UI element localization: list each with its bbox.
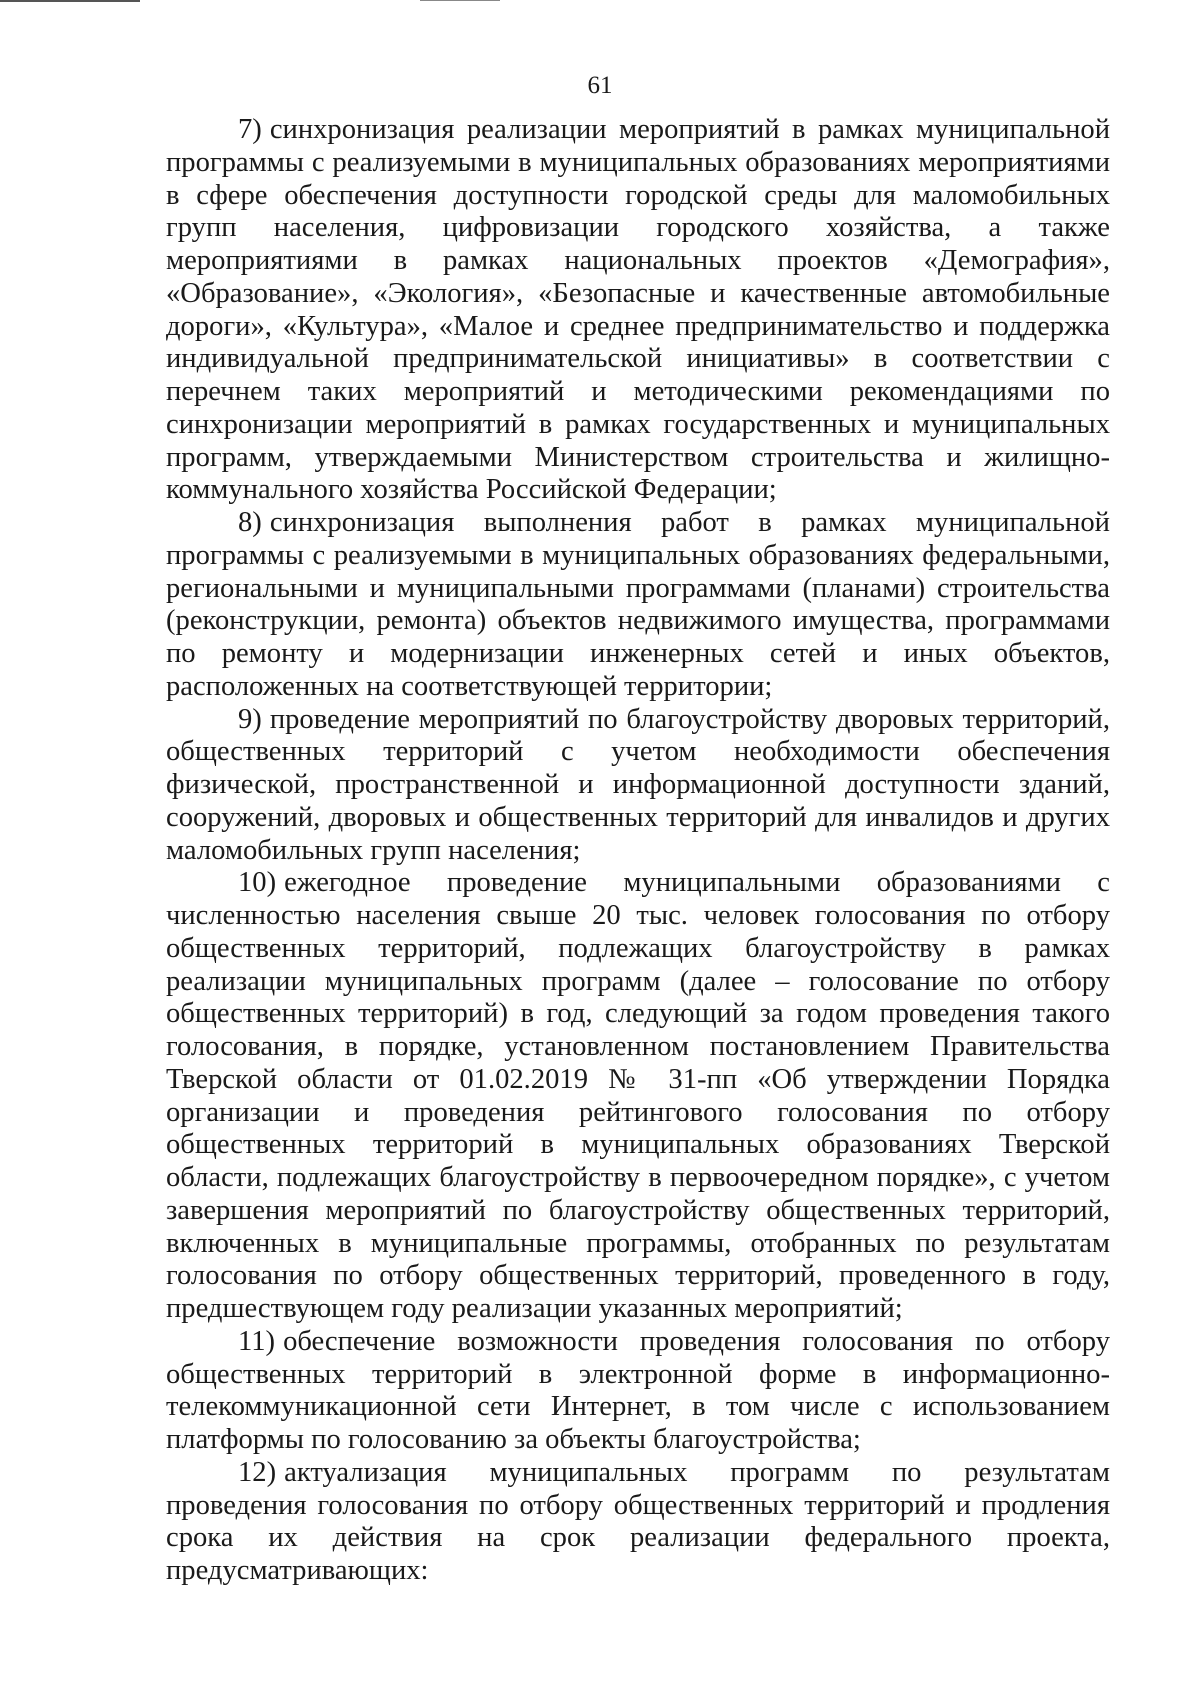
- list-item-marker: 11): [238, 1325, 276, 1357]
- list-item: [166, 1457, 1110, 1588]
- page-number: 61: [587, 72, 613, 99]
- list-item-marker: 8): [238, 507, 262, 538]
- list-item-text: синхронизация реализации мероприятий в рамках муниципальной программы с реализуемыми в муниципальных образованиях мероприятиями в сфере обеспечения доступности городской среды для маломобильных групп населения, цифровизации городского хозяйства, а также мероприятиями в рамках национальных проектов «Демография», «Образование», «Экология», «Безопасные и качественные автомобильные дороги», «Культура», «Малое и среднее предпринимательство и поддержка индивидуальной предпринимательской инициативы» в соответствии с перечнем таких мероприятий и методическими рекомендациями по синхронизации мероприятий в рамках государственных и муниципальных программ, утверждаемыми Министерством строительства и жилищно-коммунального хозяйства Российской Федерации;: [166, 114, 1110, 506]
- scan-edge-line: [0, 0, 140, 2]
- list-item-marker: 7): [238, 114, 262, 145]
- list-item: [166, 704, 1110, 868]
- scan-edge-line: [420, 0, 500, 1]
- list-item-text: проведение мероприятий по благоустройству дворовых территорий, общественных территорий с учетом необходимости обеспечения физической, пространственной и информационной доступности зданий, сооружений, дворовых и общественных территорий для инвалидов и других маломобильных групп населения;: [166, 703, 1110, 866]
- list-item-text: ежегодное проведение муниципальными образованиями с численностью населения свыше 20 тыс. человек голосования по отбору общественных территорий, подлежащих благоустройству в рамках реализации муниципальных программ (далее – голосование по отбору общественных территорий) в год, следующий за годом проведения такого голосования, в порядке, установленном постановлением Правительства Тверской области от 01.02.2019 № 31-пп «Об утверждении Порядка организации и проведения рейтингового голосования по отбору общественных территорий в муниципальных образованиях Тверской области, подлежащих благоустройству в первоочередном порядке», с учетом завершения мероприятий по благоустройству общественных территорий, включенных в муниципальные программы, отобранных по результатам голосования по отбору общественных территорий, проведенного в году, предшествующем году реализации указанных мероприятий;: [166, 867, 1110, 1324]
- list-item-text: обеспечение возможности проведения голосования по отбору общественных территорий в электронной форме в информационно-телекоммуникационной сети Интернет, в том числе с использованием платформы по голосованию за объекты благоустройства;: [166, 1325, 1110, 1455]
- document-body: [166, 114, 1110, 1588]
- list-item-marker: 10): [238, 867, 277, 899]
- list-item-text: синхронизация выполнения работ в рамках муниципальной программы с реализуемыми в муниципальных образованиях федеральными, региональными и муниципальными программами (планами) строительства (реконструкции, ремонта) объектов недвижимого имущества, программами по ремонту и модернизации инженерных сетей и иных объектов, расположенных на соответствующей территории;: [166, 507, 1110, 702]
- list-item-text: актуализация муниципальных программ по результатам проведения голосования по отбору общественных территорий и продления срока их действия на срок реализации федерального проекта, предусматривающих:: [166, 1456, 1110, 1586]
- list-item: [166, 867, 1110, 1326]
- list-item-marker: 9): [238, 703, 262, 735]
- list-item: [166, 507, 1110, 704]
- list-item: [166, 1326, 1110, 1457]
- list-item: [166, 114, 1110, 507]
- list-item-marker: 12): [238, 1456, 277, 1488]
